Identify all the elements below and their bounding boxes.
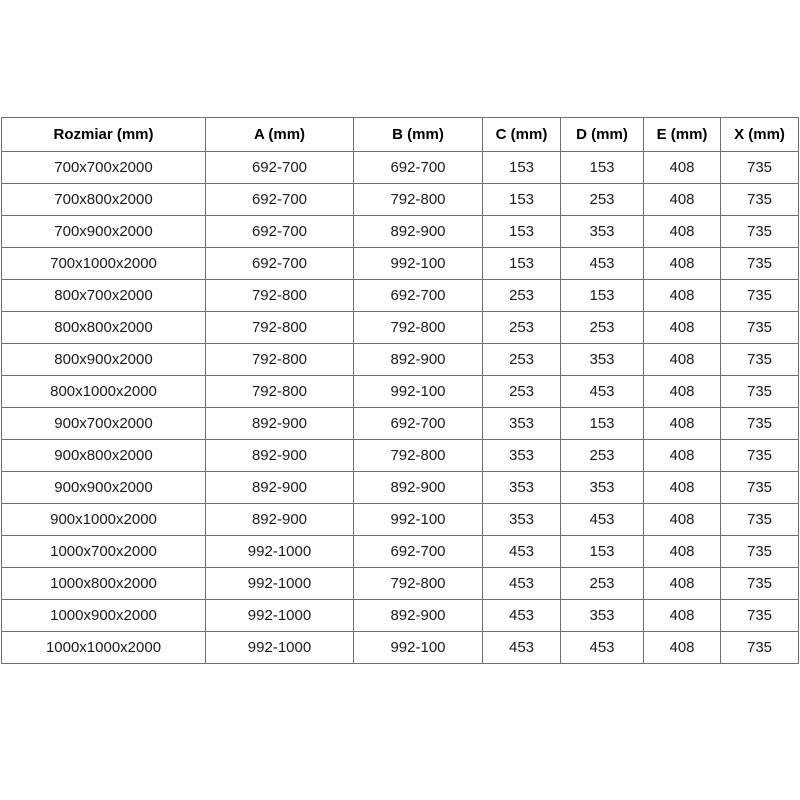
table-row xyxy=(2,248,799,280)
table-row xyxy=(2,472,799,504)
table-cell: 453 xyxy=(483,600,561,632)
table-cell: 408 xyxy=(644,248,721,280)
table-cell: 408 xyxy=(644,152,721,184)
table-cell: 408 xyxy=(644,440,721,472)
table-cell: 992-100 xyxy=(354,504,483,536)
table-cell: 253 xyxy=(561,440,644,472)
column-header: D (mm) xyxy=(561,118,644,152)
table-cell: 892-900 xyxy=(354,472,483,504)
table-cell: 700x1000x2000 xyxy=(2,248,206,280)
table-cell: 892-900 xyxy=(354,216,483,248)
table-row xyxy=(2,440,799,472)
table-cell: 735 xyxy=(721,280,799,312)
table-cell: 1000x1000x2000 xyxy=(2,632,206,664)
table-cell: 792-800 xyxy=(354,440,483,472)
table-row xyxy=(2,216,799,248)
table-cell: 253 xyxy=(483,312,561,344)
table-cell: 153 xyxy=(561,536,644,568)
table-cell: 408 xyxy=(644,536,721,568)
table-cell: 153 xyxy=(483,184,561,216)
table-row xyxy=(2,152,799,184)
table-cell: 992-100 xyxy=(354,248,483,280)
size-dimensions-table xyxy=(1,117,799,664)
table-body xyxy=(2,152,799,664)
table-cell: 408 xyxy=(644,408,721,440)
table-cell: 892-900 xyxy=(206,408,354,440)
table-cell: 735 xyxy=(721,536,799,568)
table-cell: 408 xyxy=(644,600,721,632)
table-cell: 692-700 xyxy=(354,280,483,312)
table-cell: 153 xyxy=(561,280,644,312)
table-cell: 700x900x2000 xyxy=(2,216,206,248)
table-cell: 253 xyxy=(483,280,561,312)
table-cell: 735 xyxy=(721,248,799,280)
table-cell: 735 xyxy=(721,440,799,472)
table-cell: 453 xyxy=(561,376,644,408)
table-row xyxy=(2,184,799,216)
table-cell: 992-1000 xyxy=(206,600,354,632)
table-cell: 408 xyxy=(644,312,721,344)
table-row xyxy=(2,312,799,344)
table-cell: 408 xyxy=(644,344,721,376)
table-cell: 353 xyxy=(483,472,561,504)
table-cell: 353 xyxy=(561,216,644,248)
table-row xyxy=(2,408,799,440)
table-cell: 735 xyxy=(721,600,799,632)
table-row xyxy=(2,568,799,600)
table-cell: 453 xyxy=(483,568,561,600)
table-cell: 353 xyxy=(561,600,644,632)
table-cell: 735 xyxy=(721,376,799,408)
table-cell: 253 xyxy=(561,312,644,344)
table-cell: 892-900 xyxy=(206,440,354,472)
table-cell: 353 xyxy=(483,440,561,472)
table-cell: 735 xyxy=(721,472,799,504)
table-cell: 800x900x2000 xyxy=(2,344,206,376)
table-row xyxy=(2,344,799,376)
table-cell: 408 xyxy=(644,504,721,536)
table-cell: 253 xyxy=(561,568,644,600)
table-cell: 453 xyxy=(483,632,561,664)
table-row xyxy=(2,504,799,536)
table-cell: 153 xyxy=(483,248,561,280)
table-cell: 153 xyxy=(483,216,561,248)
table-row xyxy=(2,280,799,312)
table-cell: 735 xyxy=(721,184,799,216)
table-cell: 735 xyxy=(721,312,799,344)
table-cell: 992-1000 xyxy=(206,632,354,664)
table-cell: 453 xyxy=(561,248,644,280)
table-cell: 692-700 xyxy=(206,184,354,216)
table-cell: 800x800x2000 xyxy=(2,312,206,344)
table-cell: 408 xyxy=(644,184,721,216)
table-cell: 453 xyxy=(483,536,561,568)
table-cell: 353 xyxy=(561,344,644,376)
table-cell: 692-700 xyxy=(206,152,354,184)
table-cell: 735 xyxy=(721,216,799,248)
table-cell: 992-1000 xyxy=(206,536,354,568)
table-cell: 408 xyxy=(644,216,721,248)
table-cell: 692-700 xyxy=(206,216,354,248)
table-cell: 153 xyxy=(483,152,561,184)
table-cell: 153 xyxy=(561,152,644,184)
table-cell: 353 xyxy=(483,504,561,536)
table-cell: 900x800x2000 xyxy=(2,440,206,472)
table-cell: 792-800 xyxy=(206,376,354,408)
table-row xyxy=(2,600,799,632)
column-header: E (mm) xyxy=(644,118,721,152)
header-row xyxy=(2,118,799,152)
table-cell: 153 xyxy=(561,408,644,440)
table-cell: 353 xyxy=(483,408,561,440)
table-cell: 992-100 xyxy=(354,376,483,408)
table-cell: 692-700 xyxy=(354,536,483,568)
table-cell: 800x1000x2000 xyxy=(2,376,206,408)
column-header: X (mm) xyxy=(721,118,799,152)
table-cell: 692-700 xyxy=(354,152,483,184)
table-cell: 353 xyxy=(561,472,644,504)
table-cell: 692-700 xyxy=(354,408,483,440)
table-cell: 900x900x2000 xyxy=(2,472,206,504)
table-cell: 453 xyxy=(561,632,644,664)
table-cell: 735 xyxy=(721,408,799,440)
table-cell: 892-900 xyxy=(354,600,483,632)
table-cell: 408 xyxy=(644,568,721,600)
table-cell: 735 xyxy=(721,632,799,664)
table-cell: 692-700 xyxy=(206,248,354,280)
table-cell: 992-1000 xyxy=(206,568,354,600)
table-cell: 253 xyxy=(483,376,561,408)
table-cell: 792-800 xyxy=(354,184,483,216)
table-cell: 408 xyxy=(644,280,721,312)
table-cell: 735 xyxy=(721,152,799,184)
table-cell: 408 xyxy=(644,376,721,408)
table-cell: 792-800 xyxy=(206,280,354,312)
table-cell: 792-800 xyxy=(354,312,483,344)
table-cell: 408 xyxy=(644,632,721,664)
table-cell: 700x800x2000 xyxy=(2,184,206,216)
table-cell: 892-900 xyxy=(354,344,483,376)
table-cell: 792-800 xyxy=(206,344,354,376)
table-cell: 992-100 xyxy=(354,632,483,664)
table-cell: 735 xyxy=(721,504,799,536)
table-cell: 453 xyxy=(561,504,644,536)
table-cell: 792-800 xyxy=(354,568,483,600)
table-cell: 735 xyxy=(721,568,799,600)
table-cell: 900x1000x2000 xyxy=(2,504,206,536)
table-cell: 900x700x2000 xyxy=(2,408,206,440)
table-row xyxy=(2,536,799,568)
table-cell: 1000x700x2000 xyxy=(2,536,206,568)
column-header: B (mm) xyxy=(354,118,483,152)
table-cell: 253 xyxy=(561,184,644,216)
column-header: C (mm) xyxy=(483,118,561,152)
table-row xyxy=(2,632,799,664)
table-row xyxy=(2,376,799,408)
column-header: A (mm) xyxy=(206,118,354,152)
table-cell: 792-800 xyxy=(206,312,354,344)
table-cell: 800x700x2000 xyxy=(2,280,206,312)
column-header: Rozmiar (mm) xyxy=(2,118,206,152)
table-cell: 1000x900x2000 xyxy=(2,600,206,632)
table-cell: 700x700x2000 xyxy=(2,152,206,184)
table-cell: 735 xyxy=(721,344,799,376)
table-cell: 892-900 xyxy=(206,504,354,536)
table-cell: 408 xyxy=(644,472,721,504)
table-cell: 892-900 xyxy=(206,472,354,504)
table-cell: 253 xyxy=(483,344,561,376)
table-cell: 1000x800x2000 xyxy=(2,568,206,600)
